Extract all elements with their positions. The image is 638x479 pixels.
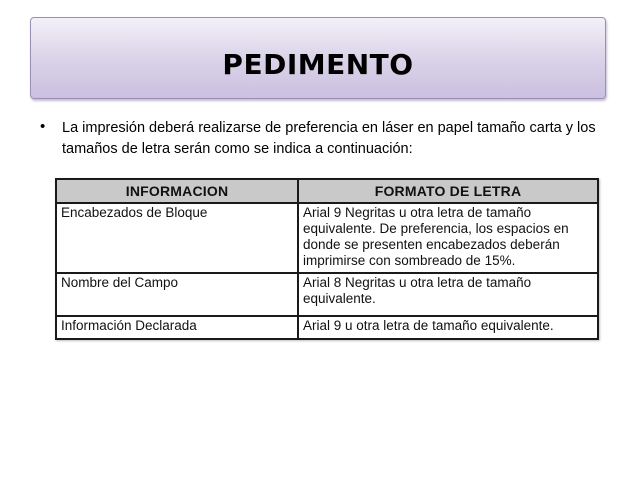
header-formato-de-letra: FORMATO DE LETRA [298, 180, 597, 203]
row-format-cell: Arial 8 Negritas u otra letra de tamaño equivalente. [298, 273, 597, 316]
table-row [57, 273, 597, 316]
table-header-row [57, 180, 597, 203]
table-row [57, 203, 597, 273]
format-table-image [55, 178, 599, 340]
row-info-cell: Encabezados de Bloque [57, 203, 298, 273]
slide-title: PEDIMENTO [222, 48, 414, 81]
header-informacion: INFORMACION [57, 180, 298, 203]
bullet-symbol: • [40, 118, 46, 135]
bullet-text: La impresión deberá realizarse de preferencia en láser en papel tamaño carta y los tamaños de letra serán como se indica a continuación: [62, 120, 596, 157]
row-info-cell: Información Declarada [57, 316, 298, 338]
row-format-cell: Arial 9 u otra letra de tamaño equivalente. [303, 317, 554, 333]
title-box [30, 17, 606, 99]
row-format-cell: Arial 9 Negritas u otra letra de tamaño equivalente. De preferencia, los espacios en donde se presenten encabezados deberán imprimirse con sombreado de 15%. [298, 203, 597, 273]
table-row [57, 316, 597, 338]
row-info-cell: Nombre del Campo [57, 273, 298, 316]
format-table [57, 180, 597, 338]
